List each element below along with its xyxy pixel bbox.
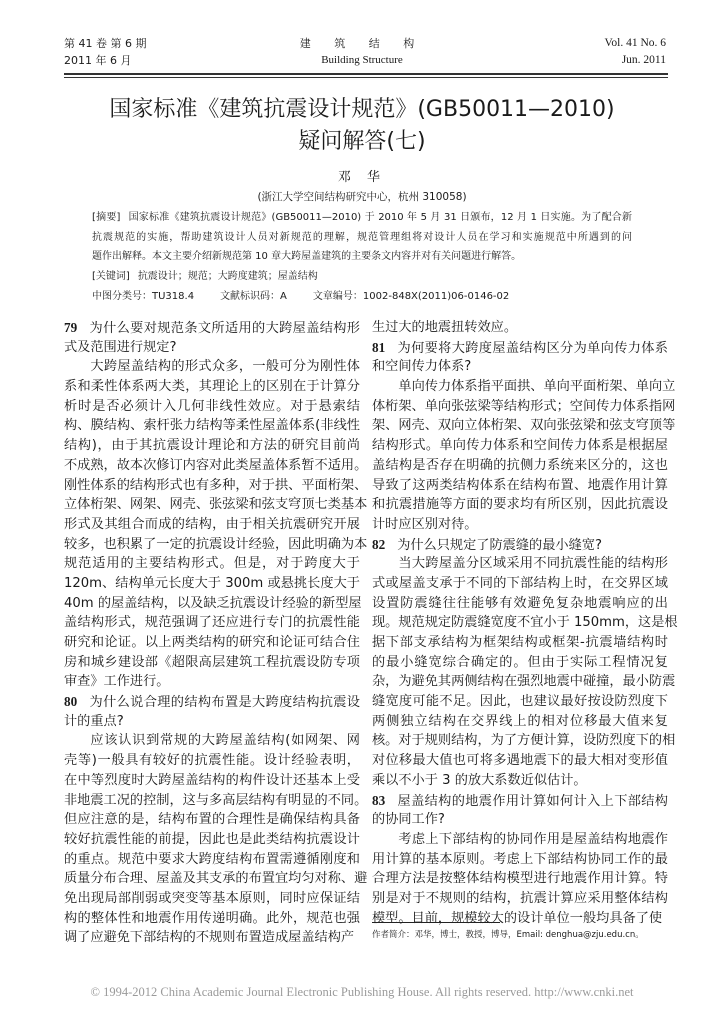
title-line-1: 国家标准《建筑抗震设计规范》(GB50011—2010) — [109, 97, 615, 122]
text-line — [64, 318, 360, 338]
line-text: 为什么只规定了防震缝的最小缝宽? — [397, 537, 602, 553]
text-line — [64, 535, 368, 555]
journal-issue-info-en — [605, 35, 666, 69]
line-text: 式及范围进行规定? — [64, 339, 177, 355]
text-line — [64, 672, 360, 692]
text-line — [64, 850, 360, 870]
volume-issue: 第 41 卷 第 6 期 — [64, 37, 147, 50]
line-text: 的重点。规范中要求大跨度结构布置需遵循刚度和 — [64, 851, 360, 867]
text-line — [372, 377, 676, 397]
line-text: 架、网壳、双向立体桁架、双向张弦梁和弦支穹顶等 — [372, 418, 676, 434]
line-text: 不成熟，故本次修订内容对此类屋盖体系暂不适用。 — [64, 457, 368, 473]
text-line — [372, 554, 668, 574]
line-text: 为什么说合理的结构布置是大跨度结构抗震设 — [89, 695, 360, 711]
question-heading — [372, 791, 668, 830]
line-text: 审查》工作进行。 — [64, 674, 170, 690]
text-line — [372, 456, 668, 476]
paragraph — [372, 830, 668, 928]
line-text: 结构形式。单向传力体系和空间传力体系是根据屋 — [372, 438, 668, 454]
abstract-label: [摘要] — [92, 212, 121, 223]
text-line — [64, 830, 360, 850]
line-text: 两侧独立结构在交界线上的相对位移最大值来复 — [372, 713, 668, 729]
question-number: 79 — [64, 320, 78, 335]
text-line — [372, 613, 678, 633]
text-line — [64, 554, 360, 574]
line-text: 非地震工况的控制，这与多高层结构有明显的不同。 — [64, 792, 368, 808]
text-line — [64, 633, 360, 653]
text-line — [64, 416, 360, 436]
text-line — [372, 515, 668, 535]
line-text: 生过大的地震扭转效应。 — [372, 320, 518, 335]
question-number: 83 — [372, 792, 386, 808]
line-text: 40m 的屋盖结构，以及缺乏抗震设计经验的新型屋 — [64, 595, 362, 611]
line-text: 构的整体性和地震作用传递明确。此外，规范也强 — [64, 910, 360, 926]
line-text: 乘以不小于 3 的放大系数近似估计。 — [372, 772, 587, 788]
text-line — [372, 731, 676, 751]
line-text: 房和城乡建设部《超限高层建筑工程抗震设防专项 — [64, 654, 360, 670]
line-text: 在中等烈度时大跨屋盖结构的构件设计还基本上受 — [64, 772, 360, 788]
line-text: 当大跨屋盖分区域采用不同抗震性能的结构形 — [398, 556, 668, 572]
line-text: 但应注意的是，结构布置的合理性是确保结构具备 — [64, 812, 360, 828]
text-line — [372, 357, 668, 377]
line-text: 盖结构是否存在明确的抗侧力系统来区分的，这也 — [372, 457, 668, 473]
line-text: 免出现局部削弱或突变等基本原则，同时应保证结 — [64, 890, 360, 906]
text-line — [64, 594, 360, 614]
text-line — [372, 416, 676, 436]
line-text: 体桁架、单向张弦梁等结构形式；空间传力体系指网 — [372, 398, 676, 414]
journal-name-cn: 建 筑 结 构 — [299, 37, 425, 50]
line-text: 用计算的基本原则。考虑上下部结构协同工作的最 — [372, 851, 668, 867]
text-line — [64, 791, 368, 811]
text-line — [64, 456, 368, 476]
text-line — [372, 791, 668, 811]
line-text: 杂，为避免其两侧结构在强烈地震中碰撞，最小防震 — [372, 674, 676, 690]
author: 邓 华 — [337, 170, 387, 185]
question-heading — [64, 318, 360, 357]
paragraph — [64, 357, 368, 692]
text-line — [372, 594, 668, 614]
text-line — [372, 495, 668, 515]
line-text: 析时是否必须计入几何非线性效应。对于悬索结 — [64, 398, 360, 414]
line-text: 别是对于不规则的结构，抗震计算应采用整体结构 — [372, 890, 668, 906]
line-text: 应该认识到常规的大跨屋盖结构(如网架、网 — [90, 733, 360, 749]
line-text: 缝宽度可能不足。因此，也建议最好按设防烈度下 — [372, 694, 668, 710]
text-line — [64, 338, 360, 358]
text-line — [64, 613, 360, 633]
body-column-left — [64, 318, 368, 948]
text-line — [64, 476, 368, 496]
line-text: 考虑上下部结构的协同作用是屋盖结构地震作 — [398, 831, 668, 847]
text-line — [64, 574, 360, 594]
journal-name-en: Building Structure — [321, 54, 403, 66]
text-line — [64, 397, 360, 417]
text-line — [64, 731, 360, 751]
line-text: 规范适用的主要结构形式。但是，对于跨度大于 — [64, 556, 360, 572]
paragraph — [64, 731, 368, 948]
header-rule — [64, 73, 668, 78]
line-text: 壳等)一般具有较好的抗震性能。设计经验表明， — [64, 753, 360, 769]
volume-en: Vol. 41 No. 6 — [604, 37, 666, 49]
text-line — [372, 751, 668, 771]
title-line-2: 疑问解答(七) — [298, 129, 426, 154]
affiliation: (浙江大学空间结构研究中心，杭州 310058) — [257, 191, 467, 203]
text-line — [372, 653, 668, 673]
line-text: 刚性体系的结构形式也有多种，对于拱、平面桁架、 — [64, 477, 368, 493]
line-text: 现。规范规定防震缝宽度不宜小于 150mm，这是根 — [372, 615, 678, 631]
date-en: Jun. 2011 — [621, 54, 666, 66]
text-line — [372, 397, 676, 417]
line-text: 为什么要对规范条文所适用的大跨屋盖结构形 — [89, 321, 360, 336]
line-text: 系和柔性体系两大类，其理论上的区别在于计算分 — [64, 379, 360, 395]
text-line — [64, 712, 360, 732]
line-text: 的最小缝宽综合确定的。但由于实际工程情况复 — [372, 654, 668, 670]
text-line — [372, 850, 668, 870]
question-number: 80 — [64, 694, 78, 710]
keywords: 抗震设计；规范；大跨度建筑；屋盖结构 — [137, 271, 318, 283]
paper-title — [40, 94, 684, 158]
text-line — [64, 495, 368, 515]
clc-number: 中图分类号：TU318.4 — [92, 290, 195, 302]
line-text: 式或屋盖支承于不同的下部结构上时，在交界区域 — [372, 575, 668, 591]
line-text: 较多，也积累了一定的抗震设计经验，因此明确为本 — [64, 536, 368, 552]
document-code: 文献标识码：A — [220, 290, 287, 302]
abstract-line: 抗震规范的实施，帮助建筑设计人员对新规范的理解，规范管理组将对设计人员在学习和实施规范中所遇到的问 — [92, 231, 632, 243]
text-line — [372, 771, 668, 791]
text-line — [372, 889, 668, 909]
question-heading — [64, 692, 360, 731]
text-line — [64, 357, 360, 377]
text-line — [372, 318, 668, 338]
body-column-right — [372, 318, 678, 928]
question-number: 81 — [372, 339, 386, 355]
text-line — [372, 574, 668, 594]
line-text: 结构)，由于其抗震设计理论和方法的研究目前尚 — [64, 438, 360, 454]
classification — [92, 288, 632, 308]
text-line — [372, 672, 676, 692]
text-line — [64, 928, 360, 948]
text-line — [64, 436, 360, 456]
author-footnote: 作者简介：邓华，博士，教授，博导，Email: denghua@zju.edu.cn。 — [372, 930, 644, 940]
line-text: 合理方法是按整体结构模型进行地震作用计算。特 — [372, 871, 668, 887]
question-heading — [372, 338, 668, 377]
line-text: 的协同工作? — [372, 812, 445, 828]
text-line — [372, 869, 668, 889]
line-text: 大跨屋盖结构的形式众多，一般可分为刚性体 — [90, 359, 360, 375]
text-line — [64, 377, 360, 397]
text-line — [372, 535, 668, 555]
text-line — [64, 771, 360, 791]
line-text: 立体桁架、网架、网壳、张弦梁和弦支穹顶七类基本 — [64, 497, 368, 513]
line-text: 和抗震措施等方面的要求均有所区别，因此抗震设 — [372, 497, 668, 513]
text-line — [64, 889, 360, 909]
line-text: 构、膜结构、索杆张力结构等柔性屋盖体系(非线性 — [64, 418, 360, 434]
footnote-rule — [372, 922, 500, 923]
text-line — [372, 830, 668, 850]
line-text: 据下部支承结构为框架结构或框架-抗震墙结构时 — [372, 635, 668, 650]
line-text: 质量分布合理、屋盖及其支承的布置宜均匀对称、避 — [64, 871, 368, 887]
line-text: 屋盖结构的地震作用计算如何计入上下部结构 — [397, 793, 668, 809]
text-line — [372, 909, 668, 929]
text-line — [64, 909, 360, 929]
paragraph — [372, 318, 668, 338]
text-line — [64, 869, 368, 889]
paragraph — [372, 377, 676, 535]
line-text: 研究和论证。以上两类结构的研究和论证可结合住 — [64, 635, 360, 650]
line-text: 和空间传力体系? — [372, 359, 472, 375]
text-line — [372, 436, 668, 456]
journal-name — [262, 35, 462, 69]
line-text: 调了应避免下部结构的不规则布置造成屋盖结构产 — [64, 930, 355, 946]
question-heading — [372, 535, 668, 555]
text-line — [64, 692, 360, 712]
journal-issue-info — [64, 35, 146, 69]
abstract — [92, 209, 632, 307]
line-text: 单向传力体系指平面拱、单向平面桁架、单向立 — [398, 379, 676, 395]
abstract-line: 题作出解释。本文主要介绍新规范第 10 章大跨屋盖建筑的主要条文内容并对有关问题进行解答。 — [92, 251, 522, 263]
copyright-notice: © 1994-2012 China Academic Journal Electronic Publishing House. All rights reserved. http://www.cnki.net — [90, 985, 634, 999]
line-text: 形式及其组合而成的结构，由于相关抗震研究开展 — [64, 516, 360, 532]
abstract-line: 国家标准《建筑抗震设计规范》(GB50011—2010) 于 2010 年 5 月 31 日颁布，12 月 1 日实施。为了配合新 — [128, 212, 632, 223]
paragraph — [372, 554, 678, 790]
line-text: 计的重点? — [64, 713, 124, 729]
line-text: 导致了这两类结构体系在结构布置、地震作用计算 — [372, 477, 668, 493]
text-line — [64, 515, 360, 535]
line-text: 计时应区别对待。 — [372, 516, 478, 532]
keywords-label: [关键词] — [92, 271, 130, 283]
line-text: 为何要将大跨度屋盖结构区分为单向传力体系 — [397, 340, 668, 356]
text-line — [64, 653, 360, 673]
line-text: 较好抗震性能的前提，因此也是此类结构抗震设计 — [64, 831, 360, 847]
line-text: 对位移最大值也可将多遇地震下的最大相对变形值 — [372, 753, 668, 769]
text-line — [64, 810, 360, 830]
text-line — [372, 476, 668, 496]
text-line — [372, 810, 668, 830]
text-line — [372, 338, 668, 358]
article-number: 文章编号：1002-848X(2011)06-0146-02 — [312, 290, 510, 302]
line-text: 核。对于规则结构，为了方便计算，设防烈度下的相 — [372, 733, 676, 749]
line-text: 120m、结构单元长度大于 300m 或悬挑长度大于 — [64, 575, 360, 591]
question-number: 82 — [372, 536, 386, 552]
text-line — [64, 751, 360, 771]
date-cn: 2011 年 6 月 — [64, 54, 132, 67]
text-line — [372, 692, 668, 712]
line-text: 模型。目前，规模较大的设计单位一般均具备了使 — [372, 910, 663, 926]
line-text: 盖结构形式，规范强调了还应进行专门的抗震性能 — [64, 615, 360, 631]
text-line — [372, 712, 668, 732]
text-line — [372, 633, 668, 653]
line-text: 设置防震缝往往能够有效避免复杂地震响应的出 — [372, 595, 668, 611]
